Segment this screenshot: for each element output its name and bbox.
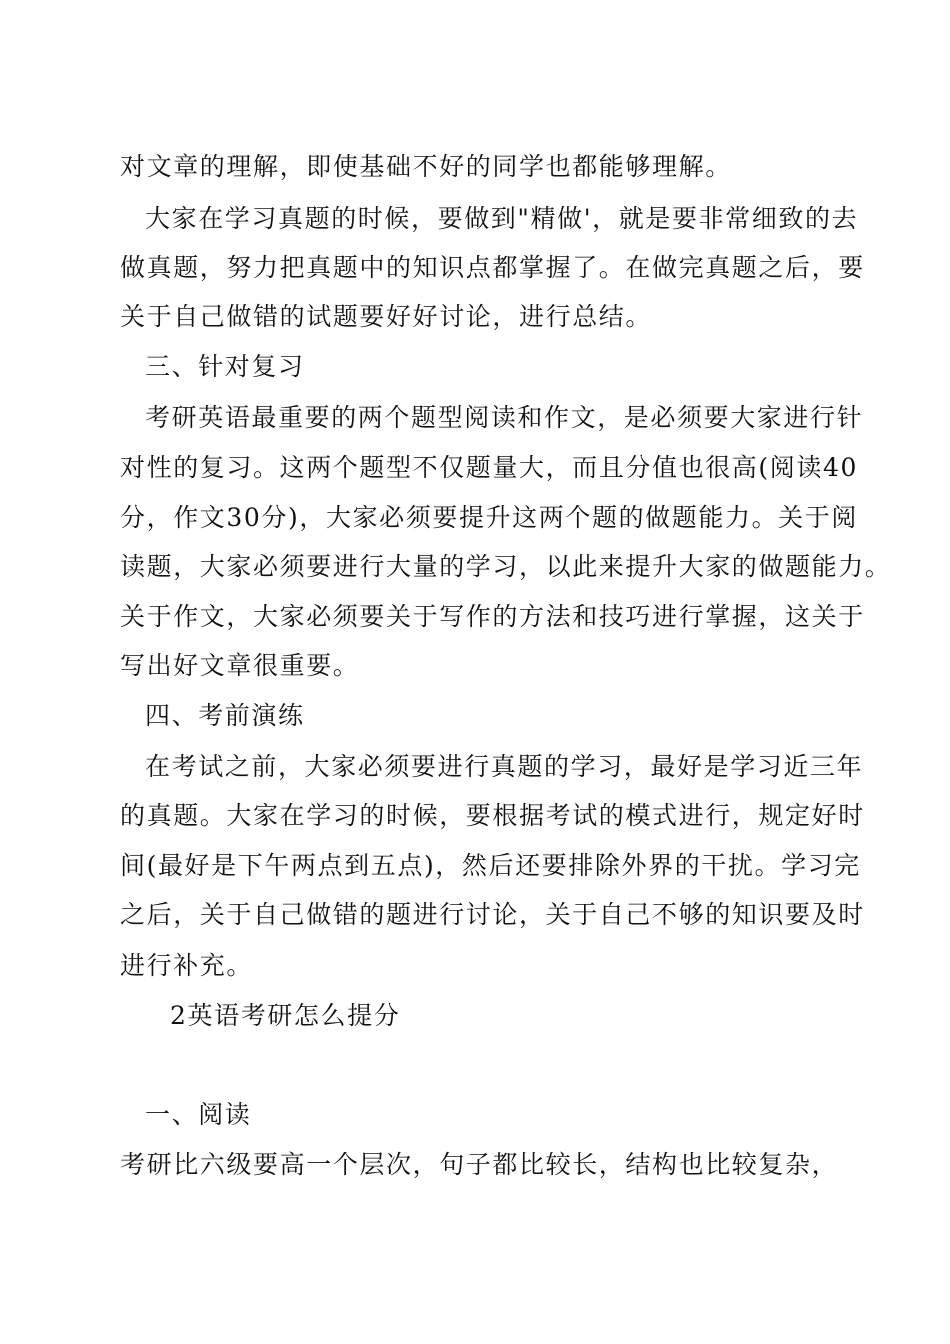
paragraph-line: 进行补充。 [120,951,254,980]
paragraph-line: 分，作文30分)，大家必须要提升这两个题的做题能力。关于阅 [120,503,858,532]
paragraph-line: 大家在学习真题的时候，要做到"精做'，就是要非常细致的去 [145,204,859,233]
paragraph-line: 关于自己做错的试题要好好讨论，进行总结。 [120,302,653,331]
paragraph-line: 在考试之前，大家必须要进行真题的学习，最好是学习近三年 [145,752,864,781]
paragraph-line: 做真题，努力把真题中的知识点都掌握了。在做完真题之后，要 [120,253,865,282]
paragraph-line: 关于作文，大家必须要关于写作的方法和技巧进行掌握，这关于 [120,602,865,631]
section-heading: 一、阅读 [145,1100,252,1129]
paragraph-line: 之后，关于自己做错的题进行讨论，关于自己不够的知识要及时 [120,900,865,929]
section-title: 2英语考研怎么提分 [170,1001,401,1030]
section-heading: 三、针对复习 [145,352,305,381]
paragraph-line: 考研英语最重要的两个题型阅读和作文，是必须要大家进行针 [145,403,864,432]
section-heading: 四、考前演练 [145,701,305,730]
paragraph-line: 对文章的理解，即使基础不好的同学也都能够理解。 [120,152,732,181]
paragraph-line: 对性的复习。这两个题型不仅题量大，而且分值也很高(阅读40 [120,453,858,482]
paragraph-line: 考研比六级要高一个层次，句子都比较长，结构也比较复杂， [120,1150,839,1179]
paragraph-line: 写出好文章很重要。 [120,651,360,680]
paragraph-line: 间(最好是下午两点到五点)，然后还要排除外界的干扰。学习完 [120,851,861,880]
paragraph-line: 读题，大家必须要进行大量的学习，以此来提升大家的做题能力。 [120,552,892,581]
paragraph-line: 的真题。大家在学习的时候，要根据考试的模式进行，规定好时 [120,801,865,830]
